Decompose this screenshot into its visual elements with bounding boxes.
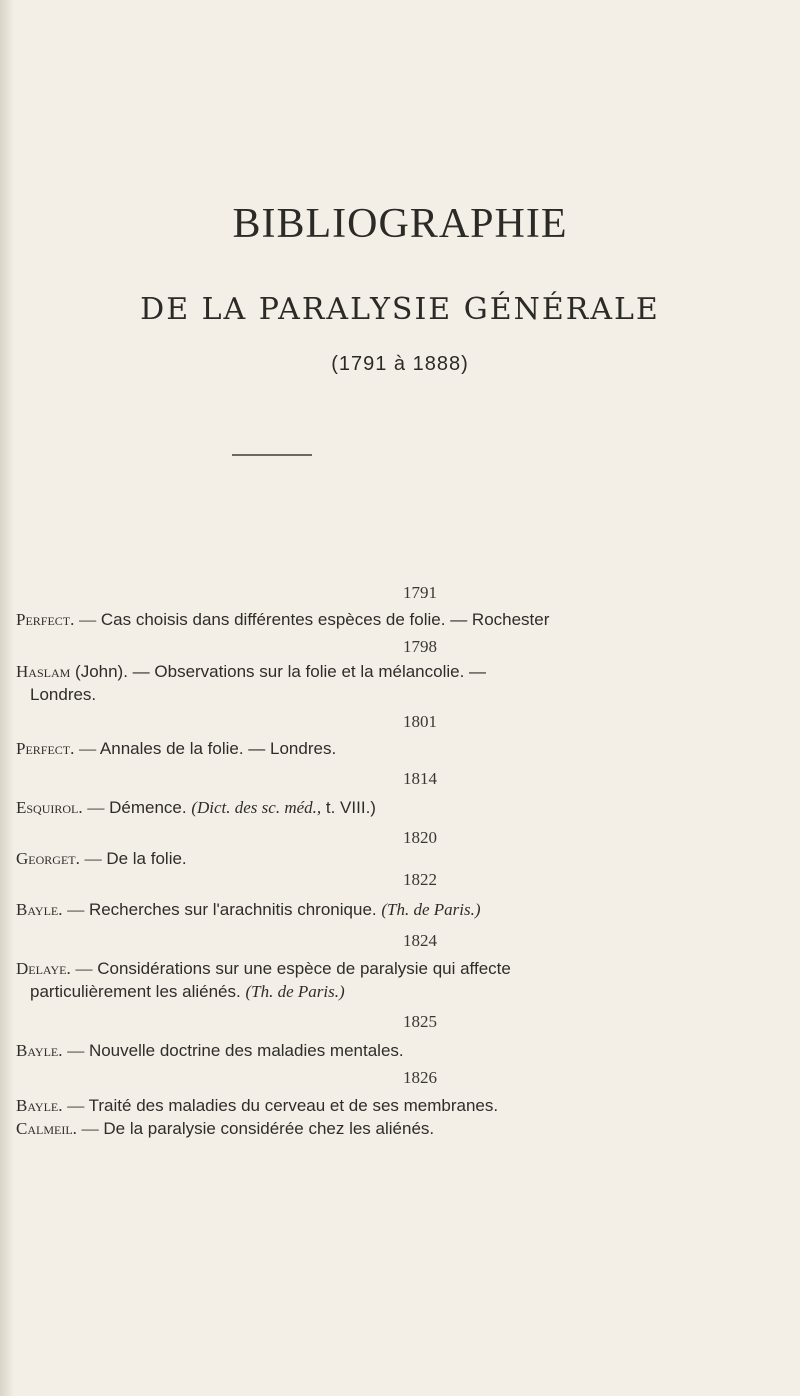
entry-author: Calmeil.: [16, 1119, 77, 1138]
year-heading: 1824: [403, 931, 437, 950]
entry-author: Haslam: [16, 662, 71, 681]
bibliography-entry: Delaye. — Considérations sur une espèce de paralysie qui affecte particulièrement les aliénés. (Th. de Paris.): [16, 959, 511, 1001]
entry-author: Perfect.: [16, 739, 75, 758]
entry-author: Esquirol.: [16, 798, 83, 817]
entry-source: (Dict. des sc. méd.,: [191, 798, 322, 817]
entry-text: Recherches sur l'arachnitis chronique.: [88, 900, 377, 919]
bibliography-entry: Bayle. — Recherches sur l'arachnitis chronique. (Th. de Paris.): [16, 900, 481, 919]
entry-text-after: t. VIII.): [325, 798, 376, 817]
entry-text: De la folie.: [106, 849, 187, 868]
year-heading: 1820: [403, 828, 437, 847]
year-heading: 1814: [403, 769, 437, 788]
entry-text: Nouvelle doctrine des maladies mentales.: [88, 1041, 404, 1060]
entry-source: (Th. de Paris.): [245, 982, 345, 1001]
entry-text: Démence.: [109, 798, 187, 817]
title-divider: [232, 454, 312, 456]
entry-author: Delaye.: [16, 959, 71, 978]
date-range: (1791 à 1888): [331, 353, 469, 375]
year-heading: 1826: [403, 1068, 437, 1087]
entry-author: Bayle.: [16, 900, 63, 919]
page-subtitle: DE LA PARALYSIE GÉNÉRALE: [140, 292, 660, 327]
entry-text: De la paralysie considérée chez les aliénés.: [103, 1119, 435, 1138]
year-heading: 1791: [403, 583, 437, 602]
page-title: BIBLIOGRAPHIE: [232, 201, 568, 247]
year-heading: 1801: [403, 712, 437, 731]
bibliography-entry: Calmeil. — De la paralysie considérée chez les aliénés.: [16, 1119, 435, 1138]
entry-text: Annales de la folie. — Londres.: [99, 739, 337, 758]
bibliography-entry: Bayle. — Traité des maladies du cerveau et de ses membranes.: [16, 1096, 499, 1115]
entry-text: (John). — Observations sur la folie et la mélancolie. —: [75, 662, 487, 681]
year-heading: 1822: [403, 870, 437, 889]
entry-text: Cas choisis dans différentes espèces de folie. — Rochester: [100, 610, 550, 629]
year-heading: 1825: [403, 1012, 437, 1031]
entry-author: Bayle.: [16, 1096, 63, 1115]
bibliography-entry: Perfect. — Cas choisis dans différentes espèces de folie. — Rochester: [16, 610, 550, 629]
entry-text: Traité des maladies du cerveau et de ses membranes.: [88, 1096, 499, 1115]
bibliography-entry: Esquirol. — Démence. (Dict. des sc. méd., t. VIII.): [16, 798, 376, 817]
bibliography-entry: [16, 660, 798, 706]
bibliography-entry: Bayle. — Nouvelle doctrine des maladies mentales.: [16, 1041, 404, 1060]
entry-author: Georget.: [16, 849, 80, 868]
bibliography-entry: Georget. — De la folie.: [16, 849, 187, 868]
entry-author: Bayle.: [16, 1041, 63, 1060]
entry-text: Considérations sur une espèce de paralysie qui affecte: [97, 959, 511, 978]
entry-source: (Th. de Paris.): [381, 900, 481, 919]
entry-continuation: Londres.: [30, 685, 97, 704]
entry-continuation: particulièrement les aliénés.: [30, 982, 241, 1001]
entry-author: Perfect.: [16, 610, 75, 629]
year-heading: 1798: [403, 637, 437, 656]
bibliography-entry: Perfect. — Annales de la folie. — Londres.: [16, 739, 337, 758]
